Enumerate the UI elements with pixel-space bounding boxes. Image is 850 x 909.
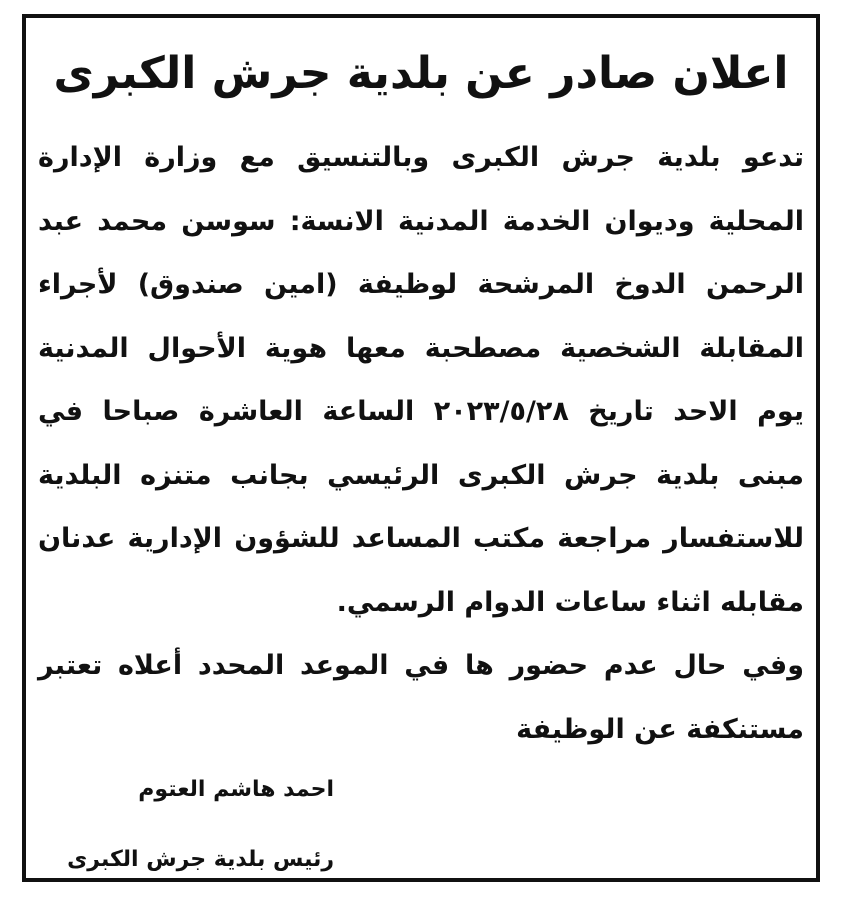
body-line: للاستفسار مراجعة مكتب المساعد للشؤون الإدارية عدنان <box>38 523 804 554</box>
body-line: مبنى بلدية جرش الكبرى الرئيسي بجانب متنزه البلدية <box>38 459 804 491</box>
signature-block <box>36 760 334 876</box>
notice-title: اعلان صادر عن بلدية جرش الكبرى <box>53 48 789 99</box>
body-line: المقابلة الشخصية مصطحبة معها هوية الأحوال المدنية <box>38 332 804 364</box>
body-line: تدعو بلدية جرش الكبرى وبالتنسيق مع وزارة الإدارة <box>38 142 804 173</box>
body-line: المحلية وديوان الخدمة المدنية الانسة: سوسن محمد عبد <box>38 205 804 237</box>
body-line: الرحمن الدوخ المرشحة لوظيفة (امين صندوق) لأجراء <box>38 269 804 300</box>
body-line: مستنكفة عن الوظيفة <box>516 713 804 745</box>
notice-body <box>38 126 804 761</box>
signatory-name: احمد هاشم العتوم <box>138 777 334 802</box>
body-line: وفي حال عدم حضور ها في الموعد المحدد أعلاه تعتبر <box>38 650 804 681</box>
body-line: يوم الاحد تاريخ ٢٠٢٣/٥/٢٨ الساعة العاشرة صباحا في <box>38 396 804 427</box>
body-line: مقابله اثناء ساعات الدوام الرسمي. <box>336 586 804 618</box>
signatory-title: رئيس بلدية جرش الكبرى <box>67 847 334 872</box>
notice-frame <box>22 14 820 882</box>
